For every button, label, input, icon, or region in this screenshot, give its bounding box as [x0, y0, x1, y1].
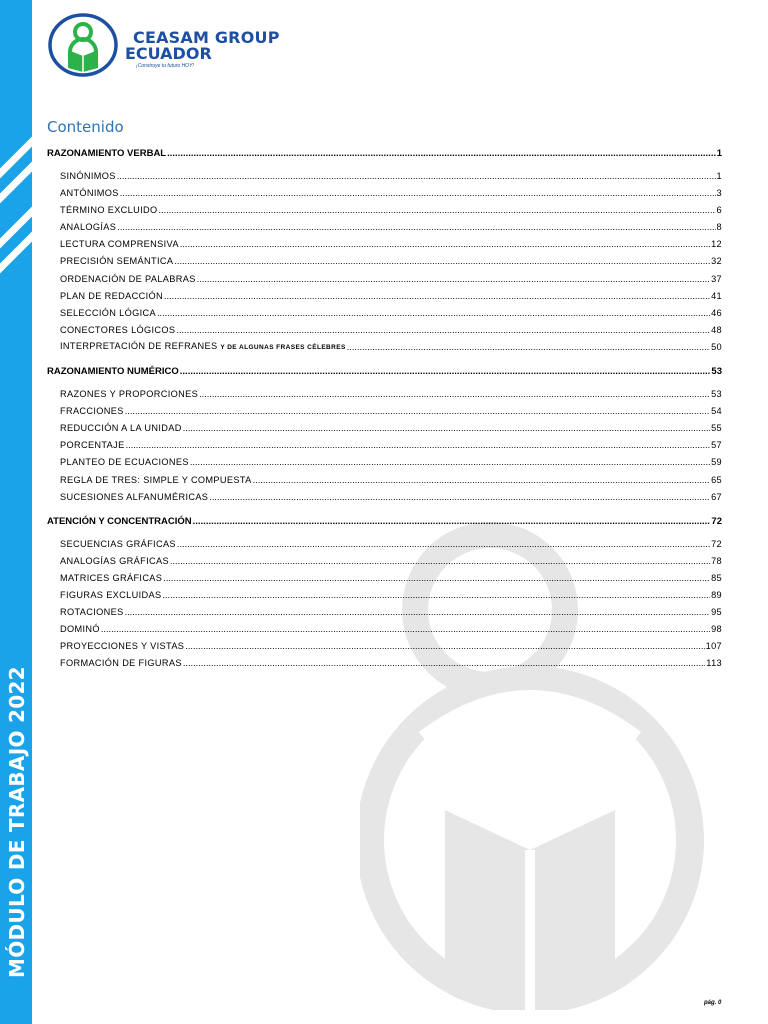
toc-page-number: 78 [711, 555, 722, 566]
toc-leader-dots [126, 437, 710, 454]
toc-page-number: 113 [706, 658, 722, 669]
toc-page-number: 59 [711, 457, 722, 468]
toc-page-number: 85 [711, 572, 722, 583]
toc-entry[interactable] [47, 219, 722, 236]
toc-section-title: RAZONAMIENTO NUMÉRICO [47, 366, 179, 378]
toc-entry-title-small: Y DE ALGUNAS FRASES CÉLEBRES [220, 343, 346, 351]
toc-leader-dots [180, 236, 710, 253]
toc-page-number: 46 [711, 307, 722, 318]
toc-entry[interactable] [47, 489, 722, 506]
toc-leader-dots [117, 168, 716, 185]
toc-entry-title: SECUENCIAS GRÁFICAS [60, 538, 176, 549]
toc-entry-title: ANALOGÍAS GRÁFICAS [60, 555, 169, 566]
toc-page-number: 50 [711, 341, 722, 352]
logo-tagline: ¡Construye tu futuro HOY! [136, 63, 194, 69]
toc-leader-dots [125, 403, 710, 420]
toc-page-number: 6 [716, 205, 722, 216]
toc-entry-title: PLANTEO DE ECUACIONES [60, 457, 189, 468]
toc-entry[interactable] [47, 621, 722, 638]
toc-entry[interactable] [47, 253, 722, 270]
toc-leader-dots [101, 621, 710, 638]
toc-leader-dots [170, 553, 710, 570]
toc-entry[interactable] [47, 403, 722, 420]
toc-entry-title: REDUCCIÓN A LA UNIDAD [60, 423, 182, 434]
toc-page-number: 89 [711, 589, 722, 600]
toc-leader-dots [209, 489, 710, 506]
toc-entry-title: DOMINÓ [60, 624, 100, 635]
toc-leader-dots [183, 655, 705, 672]
toc-entry-title: PROYECCIONES Y VISTAS [60, 641, 185, 652]
toc-entry-title: SELECCIÓN LÓGICA [60, 307, 156, 318]
toc-page-number: 37 [711, 273, 722, 284]
toc-entry[interactable] [47, 420, 722, 437]
toc-leader-dots [162, 587, 710, 604]
toc-entry-title: LECTURA COMPRENSIVA [60, 239, 179, 250]
toc-entry[interactable] [47, 454, 722, 471]
toc-entry[interactable] [47, 202, 722, 219]
toc-entry-title: PLAN DE REDACCIÓN [60, 290, 163, 301]
toc-entry-title-main: INTERPRETACIÓN DE REFRANES [60, 340, 218, 351]
toc-entry-title: PORCENTAJE [60, 440, 125, 451]
toc-entry-title: ROTACIONES [60, 607, 124, 618]
toc-entry[interactable] [47, 553, 722, 570]
toc-page-number: 55 [711, 423, 722, 434]
toc-leader-dots [347, 339, 710, 356]
logo-title-line2: ECUADOR [125, 44, 212, 63]
toc-entry[interactable] [47, 185, 722, 202]
toc-entry-title: RAZONES Y PROPORCIONES [60, 389, 199, 400]
toc-page-number: 95 [711, 607, 722, 618]
toc-page-number: 65 [711, 474, 722, 485]
toc-entry[interactable] [47, 536, 722, 553]
toc-entry[interactable] [47, 570, 722, 587]
toc-entry[interactable] [47, 322, 722, 339]
toc-page-number: 57 [711, 440, 722, 451]
toc-page-number: 72 [711, 538, 722, 549]
toc-page-number: 8 [716, 222, 722, 233]
page-number-footer: pág. 0 [704, 1000, 722, 1006]
toc-page-number: 54 [711, 406, 722, 417]
toc-entry[interactable] [47, 655, 722, 672]
toc-leader-dots [185, 638, 704, 655]
toc-entry-title: PRECISIÓN SEMÁNTICA [60, 256, 174, 267]
side-band-title: MÓDULO DE TRABAJO 2022 [5, 666, 29, 978]
toc-entry-title: ANTÓNIMOS [60, 188, 119, 199]
toc-section-razonamiento-numerico[interactable] [47, 363, 722, 380]
toc-leader-dots [190, 454, 710, 471]
toc-entry-title: ANALOGÍAS [60, 222, 117, 233]
toc-entry-title: ORDENACIÓN DE PALABRAS [60, 273, 196, 284]
toc-entry-title: FORMACIÓN DE FIGURAS [60, 658, 182, 669]
toc-leader-dots [163, 570, 710, 587]
toc-leader-dots [199, 386, 710, 403]
toc-page-number: 98 [711, 624, 722, 635]
toc-entry[interactable] [47, 386, 722, 403]
toc-entry[interactable] [47, 587, 722, 604]
toc-entry-title: FRACCIONES [60, 406, 124, 417]
toc-section-atencion-concentracion[interactable] [47, 513, 722, 530]
toc-page-number: 32 [711, 256, 722, 267]
toc-page-number: 53 [711, 389, 722, 400]
toc-section-title: ATENCIÓN Y CONCENTRACIÓN [47, 515, 192, 527]
toc-entry[interactable] [47, 168, 722, 185]
toc-page-number: 48 [711, 324, 722, 335]
toc-leader-dots [158, 202, 715, 219]
side-band [0, 0, 32, 1024]
toc-page-number: 107 [705, 641, 722, 652]
toc-page-number: 53 [711, 366, 722, 378]
toc-entry-title: MATRICES GRÁFICAS [60, 572, 163, 583]
toc-page-number: 67 [711, 491, 722, 502]
toc-entry[interactable] [47, 271, 722, 288]
toc-page-number: 12 [711, 239, 722, 250]
toc-page-number: 3 [716, 188, 722, 199]
toc-entry-title [60, 339, 346, 356]
toc-entry-title: SINÓNIMOS [60, 171, 116, 181]
toc-leader-dots [193, 513, 711, 530]
toc-section-title: RAZONAMIENTO VERBAL [47, 148, 167, 159]
toc-entry-title: CONECTORES LÓGICOS [60, 324, 176, 335]
toc-entry-title: REGLA DE TRES: SIMPLE Y COMPUESTA [60, 474, 252, 485]
toc-entry[interactable] [47, 437, 722, 454]
toc-page-number: 1 [716, 171, 722, 181]
toc-page-number: 41 [711, 290, 722, 301]
toc-entry[interactable] [47, 638, 722, 655]
toc-page-number: 1 [716, 148, 722, 159]
toc-leader-dots [253, 472, 710, 489]
toc-entry[interactable] [47, 472, 722, 489]
toc-heading: Contenido [47, 118, 124, 136]
toc-leader-dots [117, 219, 715, 236]
toc-entry[interactable] [47, 288, 722, 305]
toc-leader-dots [157, 305, 710, 322]
toc-entry[interactable] [47, 604, 722, 621]
toc-entry[interactable] [47, 236, 722, 253]
toc-page-number: 72 [711, 515, 722, 527]
toc-leader-dots [183, 420, 710, 437]
toc-entry-title: FIGURAS EXCLUIDAS [60, 589, 162, 600]
toc-leader-dots [120, 185, 716, 202]
logo-title-line1: CEASAM GROUP [133, 28, 280, 47]
toc-leader-dots [167, 145, 716, 162]
toc-leader-dots [176, 322, 710, 339]
toc-leader-dots [174, 253, 710, 270]
toc-entry-title: TÉRMINO EXCLUIDO [60, 205, 158, 216]
table-of-contents [47, 145, 722, 672]
toc-entry[interactable] [47, 339, 722, 356]
toc-section-razonamiento-verbal[interactable] [47, 145, 722, 162]
toc-entry[interactable] [47, 305, 722, 322]
toc-entry-title: SUCESIONES ALFANUMÉRICAS [60, 491, 209, 502]
logo-emblem-icon [48, 12, 118, 78]
toc-leader-dots [125, 604, 711, 621]
toc-leader-dots [180, 363, 711, 380]
company-logo [48, 12, 308, 80]
toc-leader-dots [164, 288, 710, 305]
toc-leader-dots [177, 536, 710, 553]
toc-leader-dots [197, 271, 710, 288]
